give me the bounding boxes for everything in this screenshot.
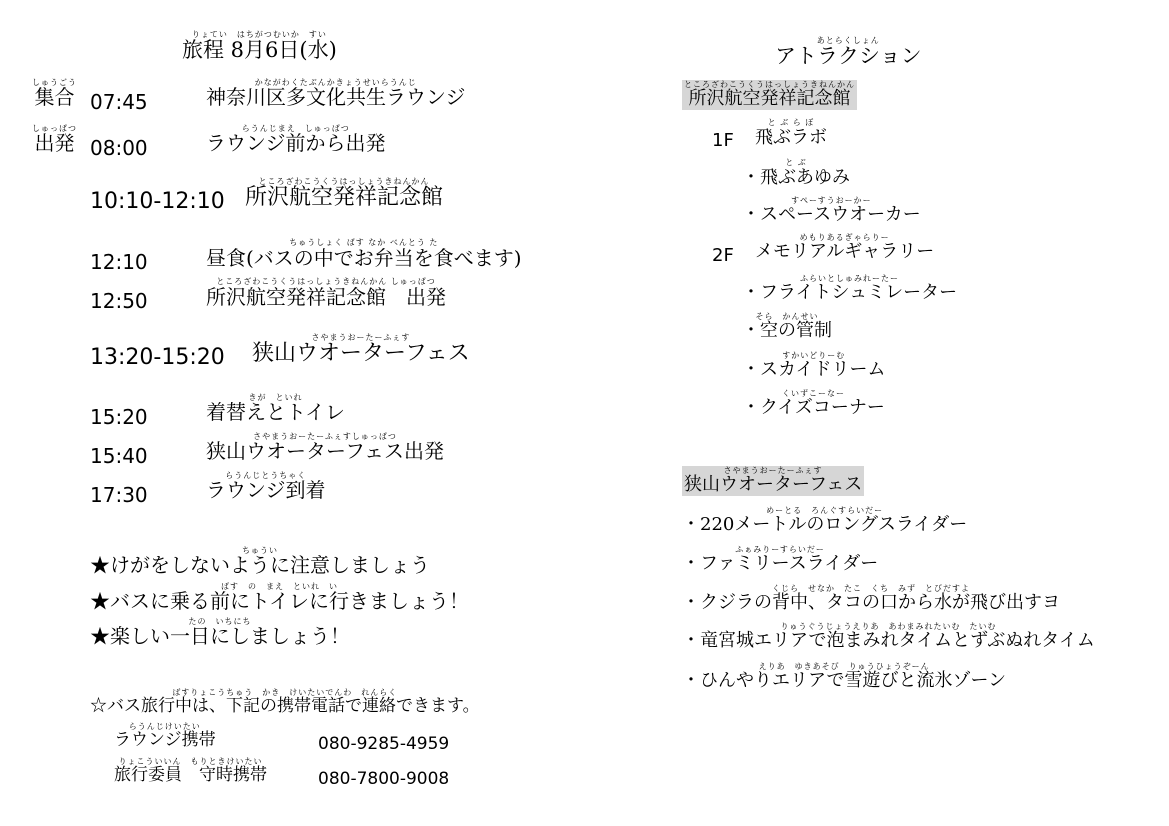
fes-item: ・ファミリースライダーふぁみりーすらいだー (682, 545, 879, 574)
floor-name: 飛ぶラボと ぶ ら ぼ (755, 118, 827, 148)
schedule-time: 17:30 (90, 483, 148, 507)
note-toilet: ★バスに乗る前にトイレに行きましょう！ばす の まえ といれ い (90, 582, 469, 613)
fes-item: ・竜宮城エリアで泡まみれタイムとずぶぬれタイムりゅうぐうじょうえりあ あわまみれたいむ たいむ (682, 622, 1095, 651)
schedule-time: 15:20 (90, 405, 148, 429)
meet-label: 集合しゅうごう (32, 78, 77, 109)
schedule-place: ラウンジ到着らうんじとうちゃく (206, 471, 326, 502)
schedule-time: 10:10-12:10 (90, 189, 225, 214)
schedule-place: 昼食(バスの中でお弁当を食べます)ちゅうしょく ばす なか べんとう た (206, 238, 522, 270)
attraction-item: ・クイズコーナーくいずこーなー (742, 389, 885, 418)
attraction-item: ・飛ぶあゆみと ぶ (742, 158, 850, 188)
schedule-time: 13:20-15:20 (90, 345, 225, 370)
floor-label: 1F (712, 130, 734, 151)
fes-item: ・220メートルのロングスライダーめーとる ろんぐすらいだー (682, 506, 968, 535)
depart-time: 08:00 (90, 136, 148, 160)
schedule-time: 12:10 (90, 250, 148, 274)
note-fun: ★楽しい一日にしましょう！たの いちにち (90, 617, 350, 648)
fes-heading: 狭山ウオーターフェスさやまうおーたーふぇす (684, 466, 863, 495)
depart-label: 出発しゅっぱつ (32, 124, 77, 155)
contact-label: 旅行委員 守時携帯りょこういいん もりときけいたい (114, 757, 267, 785)
attractions-title: アトラクションあとらくしょん (775, 36, 922, 68)
floor-name: メモリアルギャラリーめもりあるぎゃらりー (755, 233, 935, 262)
attraction-item: ・スペースウオーカーすぺーすうおーかー (742, 196, 921, 225)
contact-label: ラウンジ携帯らうんじけいたい (114, 722, 216, 750)
attraction-item: ・空の管制そら かんせい (742, 312, 832, 341)
fes-item: ・クジラの背中、タコの口から水が飛び出すヨくじら せなか たこ くち みず とびだすよ (682, 584, 1060, 613)
meet-time: 07:45 (90, 90, 148, 114)
meet-place: 神奈川区多文化共生ラウンジかながわくたぶんかきょうせいらうんじ (206, 78, 466, 109)
schedule-time: 12:50 (90, 289, 148, 313)
fes-item: ・ひんやりエリアで雪遊びと流氷ゾーンえりあ ゆきあそび りゅうひょうぞーん (682, 662, 1007, 691)
schedule-time: 15:40 (90, 444, 148, 468)
depart-place: ラウンジ前から出発らうんじまえ しゅっぱつ (206, 124, 386, 155)
schedule-place: 所沢航空発祥記念館 出発ところざわこうくうはっしょうきねんかん しゅっぱつ (206, 277, 446, 309)
schedule-place: 狭山ウオーターフェス出発さやまうおーたーふぇすしゅっぱつ (206, 432, 444, 463)
contact-phone: 080-7800-9008 (318, 769, 450, 789)
contact-phone: 080-9285-4959 (318, 734, 450, 754)
schedule-place: 狭山ウオーターフェスさやまうおーたーふぇす (252, 333, 470, 366)
itinerary-title: 旅程 8月6日(水)りょてい はちがつむいか すい (182, 30, 337, 62)
contact-intro: ☆バス旅行中は、下記の携帯電話で連絡できます。ばすりょこうちゅう かき けいたいでんわ れんらく (90, 688, 480, 716)
attraction-item: ・スカイドリームすかいどりーむ (742, 351, 886, 380)
schedule-place: 所沢航空発祥記念館ところざわこうくうはっしょうきねんかん (245, 177, 444, 210)
floor-label: 2F (712, 245, 734, 266)
schedule-place: 着替えとトイレきが といれ (206, 393, 345, 424)
museum-heading: 所沢航空発祥記念館ところざわこうくうはっしょうきねんかん (684, 80, 855, 109)
attraction-item: ・フライトシュミレーターふらいとしゅみれーたー (742, 274, 958, 303)
note-safety: ★けがをしないように注意しましょうちゅうい (90, 546, 430, 577)
